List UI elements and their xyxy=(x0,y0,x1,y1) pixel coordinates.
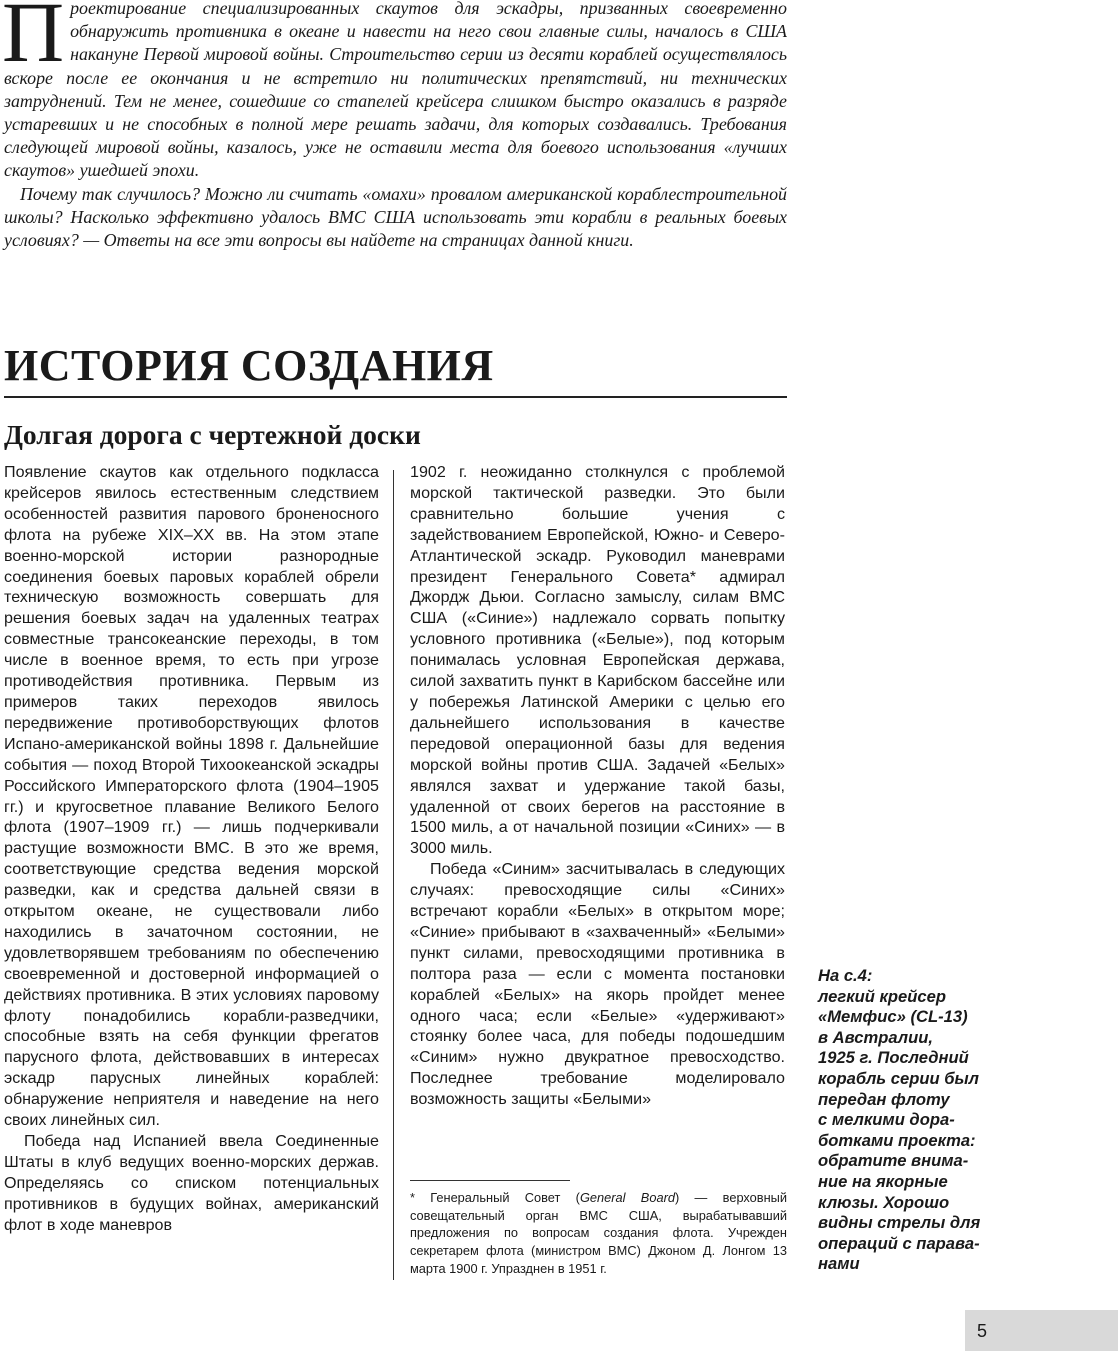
footnote-text-end: ) — верховный совещательный орган ВМС США, вырабатывавший предложения по вопросам создания флота. Учрежден секретарем флота (министром ВМС) Джоном Д. Лонгом 13 марта 1900 г. Упразднен в 1951 г. xyxy=(410,1190,788,1276)
caption-line: передан флоту xyxy=(818,1089,950,1109)
section-title-rule xyxy=(4,396,787,398)
left-column-paragraph-1: Появление скаутов как отдельного подкласса крейсеров явилось естественным следствием особенностей развития парового броненосного флота на рубеже XIX–XX вв. На этом этапе военно-морской истории разнородные соединения боевых паровых кораблей обрели техническую возможность совершать для решения боевых задач на удаленных театрах совместные трансокеанские переходы, в том числе в военное время, то есть при угрозе противодействия противника. Первым из примеров таких переходов явилось передвижение противоборствующих флотов Испано-американской войны 1898 г. Дальнейшие события — поход Второй Тихоокеанской эскадры Российского Императорского флота (1904–1905 гг.) и кругосветное плавание Великого Белого флота (1907–1909 гг.) — лишь подчеркивали растущие возможности ВМС. В это же время, соответствующие средства ведения морской разведки, как и средства дальней связи в открытом океане, не существовали либо находились в зачаточном состоянии, не удовлетворявшем требованиям по обеспечению своевременной и достоверной информацией о действиях противника. В этих условиях паровому флоту понадобились корабли-разведчики, способные взять на себя функции фрегатов парусного флота, действовавших в интересах эскадр парусных линейных кораблей: обнаружение неприятеля и наведение на него своих линейных сил. xyxy=(4,463,379,1130)
section-title: ИСТОРИЯ СОЗДАНИЯ xyxy=(4,341,494,390)
caption-line: «Мемфис» (CL-13) xyxy=(818,1007,968,1027)
intro-text xyxy=(4,0,787,252)
left-column-paragraph-2: Победа над Испанией ввела Соединенные Штаты в клуб ведущих военно-морских держав. Определяясь со списком потенциальных противников в будущих войнах, американский флот в ходе маневров xyxy=(4,1132,379,1234)
caption-line: На с.4: xyxy=(818,966,873,985)
page-number-box xyxy=(965,1310,1118,1351)
caption-line: легкий крейсер xyxy=(818,986,946,1006)
caption-line: с мелкими дора- xyxy=(818,1110,955,1130)
photo-caption xyxy=(818,966,1008,1275)
caption-line: 1925 г. Последний xyxy=(818,1048,969,1068)
caption-line: видны стрелы для xyxy=(818,1213,981,1233)
right-column-paragraph-2: Победа «Синим» засчитывалась в следующих случаях: превосходящие силы «Синих» встречают корабли «Белых» в открытом море; «Синие» прибывают в «захваченный» «Белыми» пункт силами, превосходящими противника в полтора раза — если с момента постановки кораблей «Белых» на якорь пройдет менее одного часа; если «Белые» «удерживают» стоянку более часа, для победы подошедшим «Синим» нужно двукратное превосходство. Последнее требование моделировало возможность защиты «Белыми» xyxy=(410,860,785,1109)
left-column xyxy=(4,462,379,1236)
caption-line: в Австралии, xyxy=(818,1027,933,1047)
intro-paragraph-1 xyxy=(4,0,787,183)
right-column xyxy=(410,462,785,1110)
right-column-paragraph-1: 1902 г. неожиданно столкнулся с проблемой морской тактической разведки. Это были сравнительно большие учения с задействованием Европейской, Южно- и Северо-Атлантической эскадр. Руководил маневрами президент Генерального Совета* адмирал Джордж Дьюи. Согласно замыслу, силам ВМС США («Синие») надлежало сорвать попытку условного противника («Белые»), под которым понималась условная Европейская держава, силой захватить пункт в Карибском бассейне или у побережья Латинской Америки с целью его дальнейшего использования в качестве передовой операционной базы для ведения морской войны против США. Задачей «Белых» являлся захват и удержание такой базы, удаленной от своих берегов на расстояние в 1500 миль, а от начальной позиции «Синих» — в 3000 миль. xyxy=(410,463,785,858)
caption-line: нами xyxy=(818,1254,860,1274)
footnote-text-start: * Генеральный Совет ( xyxy=(410,1190,580,1205)
caption-line: обратите внима- xyxy=(818,1151,969,1171)
page-number: 5 xyxy=(977,1321,988,1341)
footnote-italic-term: General Board xyxy=(579,1190,675,1205)
intro-paragraph-2: Почему так случилось? Можно ли считать «омахи» провалом американской кораблестроительной школы? Насколько эффективно удалось ВМС США использовать эти корабли в реальных боевых условиях? — Ответы на все эти вопросы вы найдете на страницах данной книги. xyxy=(4,183,787,251)
caption-line: операций с парава- xyxy=(818,1233,980,1253)
caption-line: ботками проекта: xyxy=(818,1130,976,1150)
subsection-title: Долгая дорога с чертежной доски xyxy=(4,419,421,450)
footnote-rule xyxy=(410,1180,570,1181)
caption-line: корабль серии был xyxy=(818,1068,979,1088)
caption-line: клюзы. Хорошо xyxy=(818,1192,950,1212)
column-divider xyxy=(393,470,394,1280)
caption-line: ние на якорные xyxy=(818,1171,948,1191)
drop-cap: П xyxy=(2,0,65,80)
footnote xyxy=(410,1189,787,1278)
intro-paragraph-1-text: роектирование специализированных скаутов для эскадры, призванных своевременно обнаружить противника в океане и навести на него свои главные силы, началось в США накануне Первой мировой войны. Строительство серии из десяти кораблей осуществлялось вскоре после ее окончания и не встретило ни политических препятствий, ни технических затруднений. Тем не менее, сошедшие со стапелей крейсера слишком быстро оказались в разряде устаревших и не способных в полной мере решать задачи, для которых создавались. Требования следующей мировой войны, казалось, уже не оставили места для боевого использования «лучших скаутов» ушедшей эпохи. xyxy=(4,0,787,181)
